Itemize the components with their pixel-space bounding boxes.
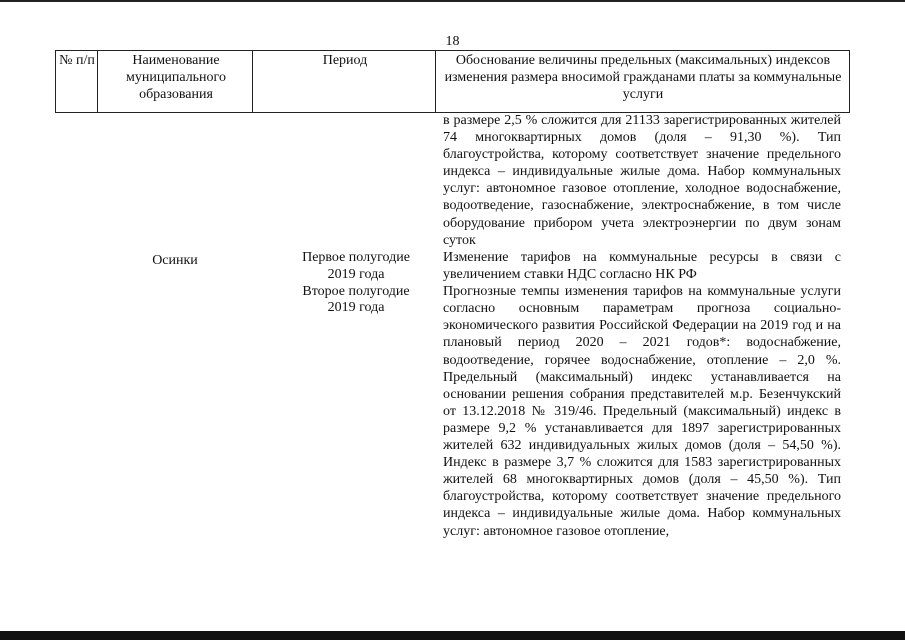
table — [55, 50, 850, 620]
basis-cell — [443, 249, 841, 540]
column-rule — [55, 50, 56, 112]
period-first-half: Первое полугодие 2019 года — [302, 250, 410, 282]
column-rule — [252, 50, 253, 112]
header-period: Период — [322, 53, 368, 68]
header-basis: Обоснование величины предельных (максимальных) индексов изменения размера вносимой гражданами платы за коммунальные услуги — [444, 53, 842, 102]
basis-vat-change: Изменение тарифов на коммунальные ресурсы в связи с увеличением ставки НДС согласно НК РФ — [443, 250, 841, 283]
column-rule — [435, 50, 436, 112]
bottom-border-line — [0, 631, 905, 640]
basis-continuation-text: в размере 2,5 % сложится для 21133 зарегистрированных жителей 74 многоквартирных домов (доля – 91,30 %). Тип благоустройства, которому соответствует значение предельного индекса – индивидуальные жилые дома. Набор коммунальных услуг: автономное газовое отопление, холодное водоснабжение, водоотведение, газоснабжение, электроснабжение, в том числе оборудование прибором учета электроэнергии по двум зонам суток — [443, 113, 841, 248]
period-cell — [290, 250, 422, 317]
municipality-name: Осинки — [152, 253, 198, 268]
column-rule — [97, 50, 98, 112]
period-second-half: Второе полугодие 2019 года — [302, 283, 410, 316]
page-number: 18 — [445, 34, 460, 49]
top-border-line — [0, 0, 905, 2]
basis-forecast: Прогнозные темпы изменения тарифов на коммунальные услуги согласно основным параметрам прогноза социально-экономического развития Российской Федерации на 2019 год и на плановый период 2020 – 2021 годов*: водоснабжение, водоотведение, горячее водоснабжение, отопление – 2,0 %. Предельный (максимальный) индекс устанавливается на основании решения собрания представителей м.р. Безенчукский от 13.12.2018 № 319/46. Предельный (максимальный) индекс в размере 9,2 % устанавливается для 1897 зарегистрированных жителей 632 индивидуальных жилых домов (доля – 54,50 %). Индекс в размере 3,7 % сложится для 1583 зарегистрированных жителей 68 многоквартирных домов (доля – 45,50 %). Тип благоустройства, которому соответствует значение предельного индекса – индивидуальные жилые дома. Набор коммунальных услуг: автономное газовое отопление, — [443, 284, 841, 539]
header-municipality: Наименование муниципального образования — [126, 53, 226, 102]
header-num: № п/п — [59, 53, 95, 68]
column-rule — [849, 50, 850, 112]
basis-continuation — [443, 112, 841, 249]
